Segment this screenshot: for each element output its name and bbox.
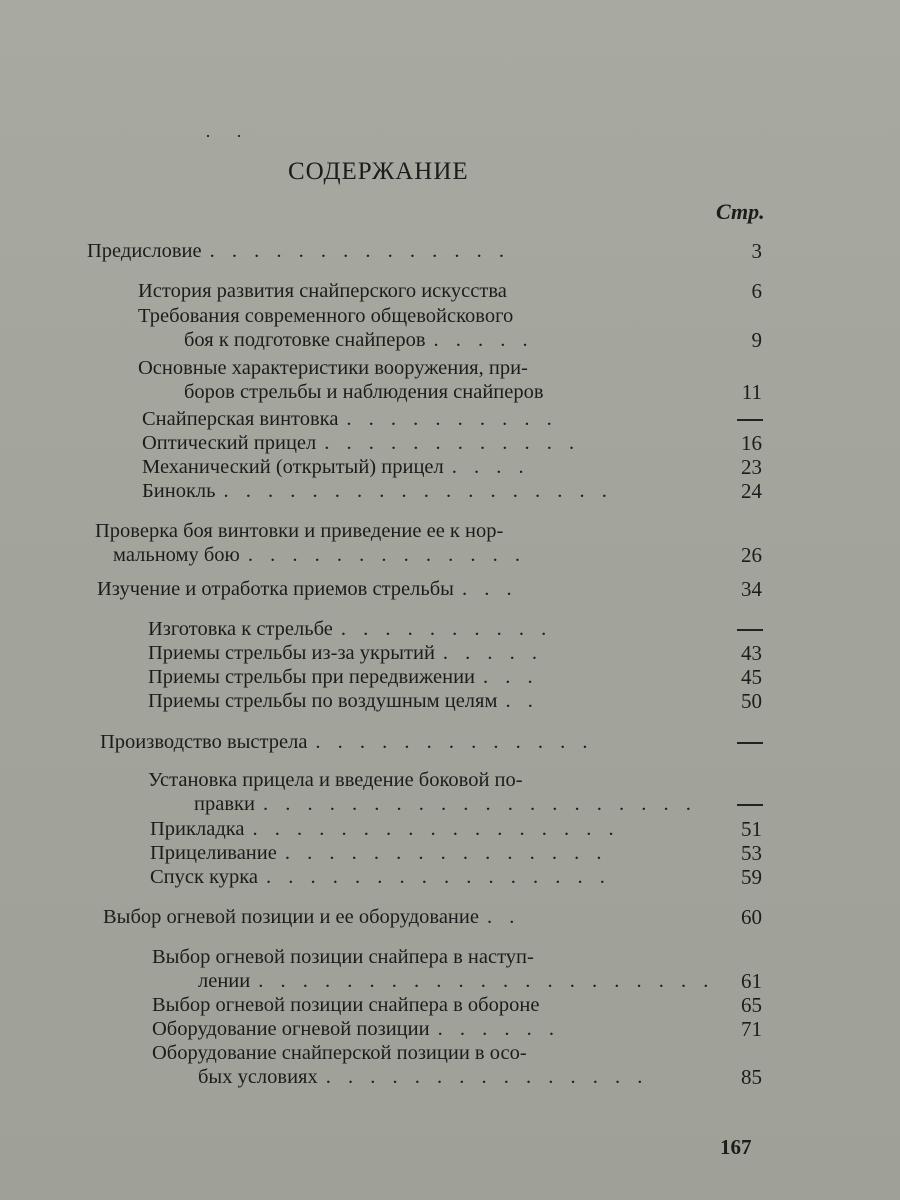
dot-leader: . . . . . . . . . . . . . . . . . . . . .	[258, 970, 715, 992]
toc-entry-characteristics	[138, 356, 544, 404]
toc-page-number: 43	[741, 641, 762, 665]
toc-entry-text: Прикладка	[150, 818, 245, 840]
toc-entry-text: Бинокль	[142, 480, 216, 502]
toc-entry-air-targets	[148, 689, 539, 713]
toc-entry-text: Прицеливание	[150, 842, 277, 864]
toc-page-number: 50	[741, 689, 762, 713]
dot-leader: . . . . . .	[437, 1018, 560, 1040]
toc-page-number: 26	[741, 543, 762, 567]
toc-page-number: 16	[741, 431, 762, 455]
toc-page-number: 45	[741, 665, 762, 689]
print-speck: ·	[205, 126, 211, 146]
dot-leader: . . . . . . . . . . . . .	[315, 731, 594, 753]
toc-page-number: 61	[741, 969, 762, 993]
dot-leader: . . . . .	[433, 329, 534, 351]
toc-page-number: 71	[741, 1017, 762, 1041]
toc-entry-text: Предисловие	[87, 240, 202, 262]
toc-entry-text: Установка прицела и введение боковой по-	[148, 769, 523, 791]
toc-entry-text: Механический (открытый) прицел	[142, 456, 444, 478]
toc-page-number: 34	[741, 577, 762, 601]
page-ditto-text	[737, 617, 758, 642]
dot-leader: . . . . . . . . . . . .	[324, 432, 581, 454]
toc-entry-text: лении	[198, 970, 251, 992]
dot-leader: . . . . . . . . . . . . .	[247, 544, 526, 566]
toc-page-number: 23	[741, 455, 762, 479]
dot-leader: . . .	[461, 578, 518, 600]
dot-leader: . .	[505, 690, 539, 712]
toc-entry-from-cover	[148, 641, 543, 665]
toc-entry-text: Основные характеристики вооружения, при-	[138, 357, 528, 379]
toc-page-number: 24	[741, 479, 762, 503]
toc-entry-preface	[87, 239, 510, 263]
toc-page-number: 59	[741, 865, 762, 889]
toc-entry-text: Производство выстрела	[100, 731, 308, 753]
dot-leader: . . . .	[451, 456, 530, 478]
toc-entry-zeroing	[95, 519, 526, 567]
toc-entry-binocular	[142, 479, 613, 503]
dot-leader: . . . . . . . . . . . . . . . . . .	[223, 480, 613, 502]
page-column-label: Стр.	[716, 199, 765, 224]
toc-entry-preparation	[148, 617, 552, 641]
toc-entry-position-defense	[152, 993, 539, 1017]
dot-leader: . . . . . . . . . .	[346, 408, 558, 430]
toc-entry-text: Спуск курка	[150, 866, 258, 888]
toc-page-number: 3	[751, 239, 762, 263]
toc-entry-position-equipment	[152, 1017, 560, 1041]
dot-leader: . . . . . . . . . .	[340, 618, 553, 640]
toc-entry-while-moving	[148, 665, 539, 689]
dot-leader: . . . . . . . . . . . . . . . . .	[252, 818, 620, 840]
toc-entry-text: Приемы стрельбы из-за укрытий	[148, 642, 435, 664]
toc-entry-history	[138, 279, 507, 303]
toc-page-number: 51	[741, 817, 762, 841]
toc-entry-text: боров стрельбы и наблюдения снайперов	[184, 381, 544, 403]
toc-entry-sight-setting	[148, 768, 697, 816]
toc-entry-position-offense	[152, 945, 714, 993]
toc-entry-rifle	[142, 407, 558, 431]
toc-entry-mechanical-sight	[142, 455, 530, 479]
dot-leader: . . .	[483, 666, 539, 688]
toc-entry-text: Изучение и отработка приемов стрельбы	[97, 578, 454, 600]
toc-page-number: 6	[751, 279, 762, 303]
print-speck: ·	[236, 126, 242, 146]
page-ditto-text	[737, 730, 758, 755]
toc-page-number: 60	[741, 905, 762, 929]
dot-leader: . . . . . . . . . . . . . . .	[284, 842, 608, 864]
dot-leader: . .	[486, 906, 521, 928]
toc-entry-optical-sight	[142, 431, 580, 455]
toc-entry-trigger	[150, 865, 611, 889]
dot-leader: . . . . . . . . . . . . . .	[209, 240, 510, 262]
toc-entry-requirements	[138, 304, 534, 352]
toc-entry-aiming-mount	[150, 817, 620, 841]
toc-entry-text: Изготовка к стрельбе	[148, 618, 333, 640]
toc-entry-aiming	[150, 841, 607, 865]
dot-leader: . . . . .	[442, 642, 544, 664]
page-title: СОДЕРЖАНИЕ	[288, 158, 469, 185]
dot-leader: . . . . . . . . . . . . . . . .	[266, 866, 611, 888]
toc-page-number: 11	[741, 380, 762, 404]
toc-page-number: 85	[741, 1065, 762, 1089]
dot-leader: . . . . . . . . . . . . . . . . . . . .	[262, 793, 697, 815]
toc-entry-text: бых условиях	[198, 1066, 318, 1088]
toc-entry-text: Проверка боя винтовки и приведение ее к нор-	[95, 520, 504, 542]
page-number: 167	[720, 1135, 752, 1159]
toc-entry-firing-position	[103, 905, 520, 929]
toc-entry-text: Выбор огневой позиции и ее оборудование	[103, 906, 479, 928]
toc-entry-text: Оптический прицел	[142, 432, 317, 454]
toc-entry-text: боя к подготовке снайперов	[184, 329, 426, 351]
toc-entry-text: Выбор огневой позиции снайпера в обороне	[152, 994, 540, 1016]
toc-page-number: 65	[741, 993, 762, 1017]
toc-entry-text: Снайперская винтовка	[142, 408, 339, 430]
toc-entry-text: Оборудование снайперской позиции в осо-	[152, 1042, 527, 1064]
toc-entry-firing-techniques	[97, 577, 518, 601]
toc-entry-text: правки	[194, 793, 255, 815]
toc-entry-text: Требования современного общевойскового	[138, 305, 514, 327]
toc-entry-special-conditions	[152, 1041, 648, 1089]
toc-entry-text: мальному бою	[113, 544, 240, 566]
page-ditto-text	[737, 792, 758, 817]
toc-page-number: 53	[741, 841, 762, 865]
toc-entry-shot-production	[100, 730, 594, 754]
toc-page-number: 9	[751, 328, 762, 352]
toc-entry-text: История развития снайперского искусства	[138, 280, 507, 302]
toc-entry-text: Оборудование огневой позиции	[152, 1018, 430, 1040]
dot-leader: . . . . . . . . . . . . . . .	[325, 1066, 649, 1088]
page-ditto-text	[737, 407, 758, 432]
toc-entry-text: Выбор огневой позиции снайпера в наступ-	[152, 946, 534, 968]
toc-entry-text: Приемы стрельбы при передвижении	[148, 666, 476, 688]
toc-entry-text: Приемы стрельбы по воздушным целям	[148, 690, 498, 712]
